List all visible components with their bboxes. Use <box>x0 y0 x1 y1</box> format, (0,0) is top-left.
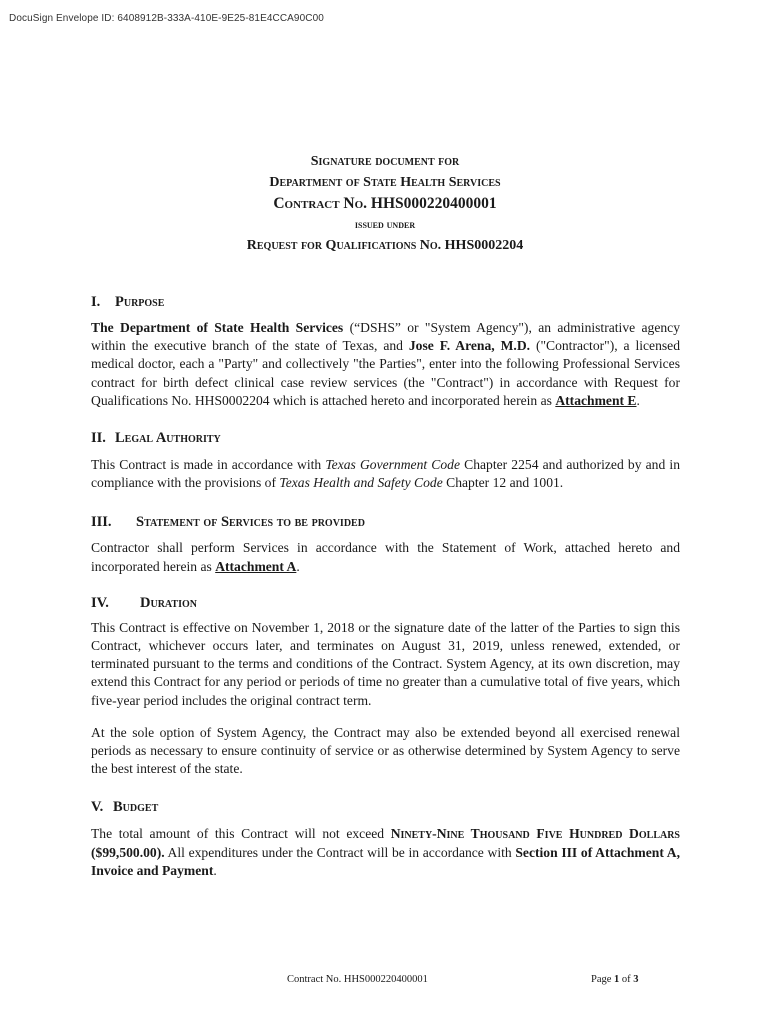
title-line-1: Signature document for <box>310 154 460 169</box>
attachment-a-ref: Attachment A <box>215 558 297 574</box>
duration-paragraph-2: At the sole option of System Agency, the Contract may also be extended beyond all exercised renewal periods as necessary to ensure continuity of service or as otherwise determined by System Agency to serve the best interest of the state. <box>91 724 680 777</box>
section-heading <box>91 511 680 533</box>
docusign-envelope-id: DocuSign Envelope ID: 6408912B-333A-410E-9E25-81E4CCA90C00 <box>9 13 324 24</box>
title-line-4: issued under <box>354 219 416 231</box>
budget-end: . <box>213 862 217 878</box>
section-heading <box>91 291 680 313</box>
section-title: Statement of Services to be provided <box>136 514 365 531</box>
document-body <box>91 291 680 880</box>
invoice-section-ref: Section III of Attachment A, Invoice and Payment <box>91 844 680 878</box>
duration-paragraph-1: This Contract is effective on November 1, 2018 or the signature date of the latter of the Parties to sign this Contract, whichever occurs later, and terminates on August 31, 2019, unless renewed, extended, or terminated pursuant to the terms and conditions of the Contract. System Agency, at its own discretion, may extend this Contract for any period or periods of time no greater than a cumulative total of five years, which five-year period includes the original contract term. <box>91 619 680 708</box>
legal-text-3: Chapter 12 and 1001. <box>442 475 564 491</box>
services-text-1: Contractor shall perform Services in accordance with the Statement of Work, attached hereto and incorporated herein as <box>91 540 680 574</box>
section-heading <box>91 796 680 818</box>
title-line-3: Contract No. HHS000220400001 <box>273 195 497 212</box>
section-number: IV. <box>91 594 109 611</box>
services-paragraph <box>91 539 680 575</box>
section-title: Legal Authority <box>115 430 221 447</box>
party-contractor: Jose F. Arena, M.D. <box>408 338 531 354</box>
section-services <box>91 511 680 575</box>
section-purpose <box>91 291 680 410</box>
page-current: 1 <box>614 974 620 985</box>
section-number: I. <box>91 294 101 310</box>
legal-text-2: Chapter 2254 and authorized by and in compliance with the provisions of <box>91 457 680 491</box>
section-title: Duration <box>140 594 197 611</box>
page-prefix: Page <box>591 974 615 985</box>
purpose-end: . <box>636 392 640 408</box>
section-title: Purpose <box>115 294 165 310</box>
budget-amount-words: Ninety-Nine Thousand Five Hundred Dollars <box>390 826 680 842</box>
title-line-2: Department of State Health Services <box>269 175 501 190</box>
legal-paragraph <box>91 456 680 492</box>
attachment-e-ref: Attachment E <box>555 392 637 408</box>
party-dshs: The Department of State Health Services <box>91 320 344 335</box>
section-number: III. <box>91 514 112 531</box>
page-of: of <box>619 974 634 985</box>
services-end: . <box>296 558 300 574</box>
legal-text-1: This Contract is made in accordance with <box>91 457 326 473</box>
section-duration <box>91 592 680 779</box>
page-total: 3 <box>633 974 639 985</box>
footer-contract-number: Contract No. HHS000220400001 <box>287 974 428 985</box>
budget-text-1: The total amount of this Contract will not exceed <box>91 826 391 842</box>
section-number: V. <box>91 799 104 816</box>
section-heading <box>91 592 680 614</box>
purpose-paragraph <box>91 319 680 410</box>
section-budget <box>91 796 680 880</box>
section-legal-authority <box>91 427 680 492</box>
section-heading <box>91 427 680 449</box>
section-title: Budget <box>113 799 159 816</box>
purpose-text-2: ("Contractor"), a licensed medical doctor, each a "Party" and collectively "the Parties", enter into the following Professional Services contract for birth defect clinical case review services (the "Contract") in accordance with Request for Qualifications No. HHS0002204 which is attached hereto and incorporated herein as <box>91 338 681 408</box>
budget-text-2: All expenditures under the Contract will be in accordance with <box>164 844 516 860</box>
purpose-text-1: (“DSHS” or "System Agency"), an administrative agency within the executive branch of the state of Texas, and <box>91 320 680 354</box>
budget-amount-number: ($99,500.00). <box>91 844 165 860</box>
document-title <box>0 151 770 257</box>
code-reference-2: Texas Health and Safety Code <box>279 475 443 491</box>
title-line-5: Request for Qualifications No. HHS0002204 <box>246 238 524 253</box>
budget-paragraph <box>91 825 680 880</box>
code-reference-1: Texas Government Code <box>325 457 460 473</box>
footer-page-number <box>591 974 639 985</box>
section-number: II. <box>91 430 106 447</box>
